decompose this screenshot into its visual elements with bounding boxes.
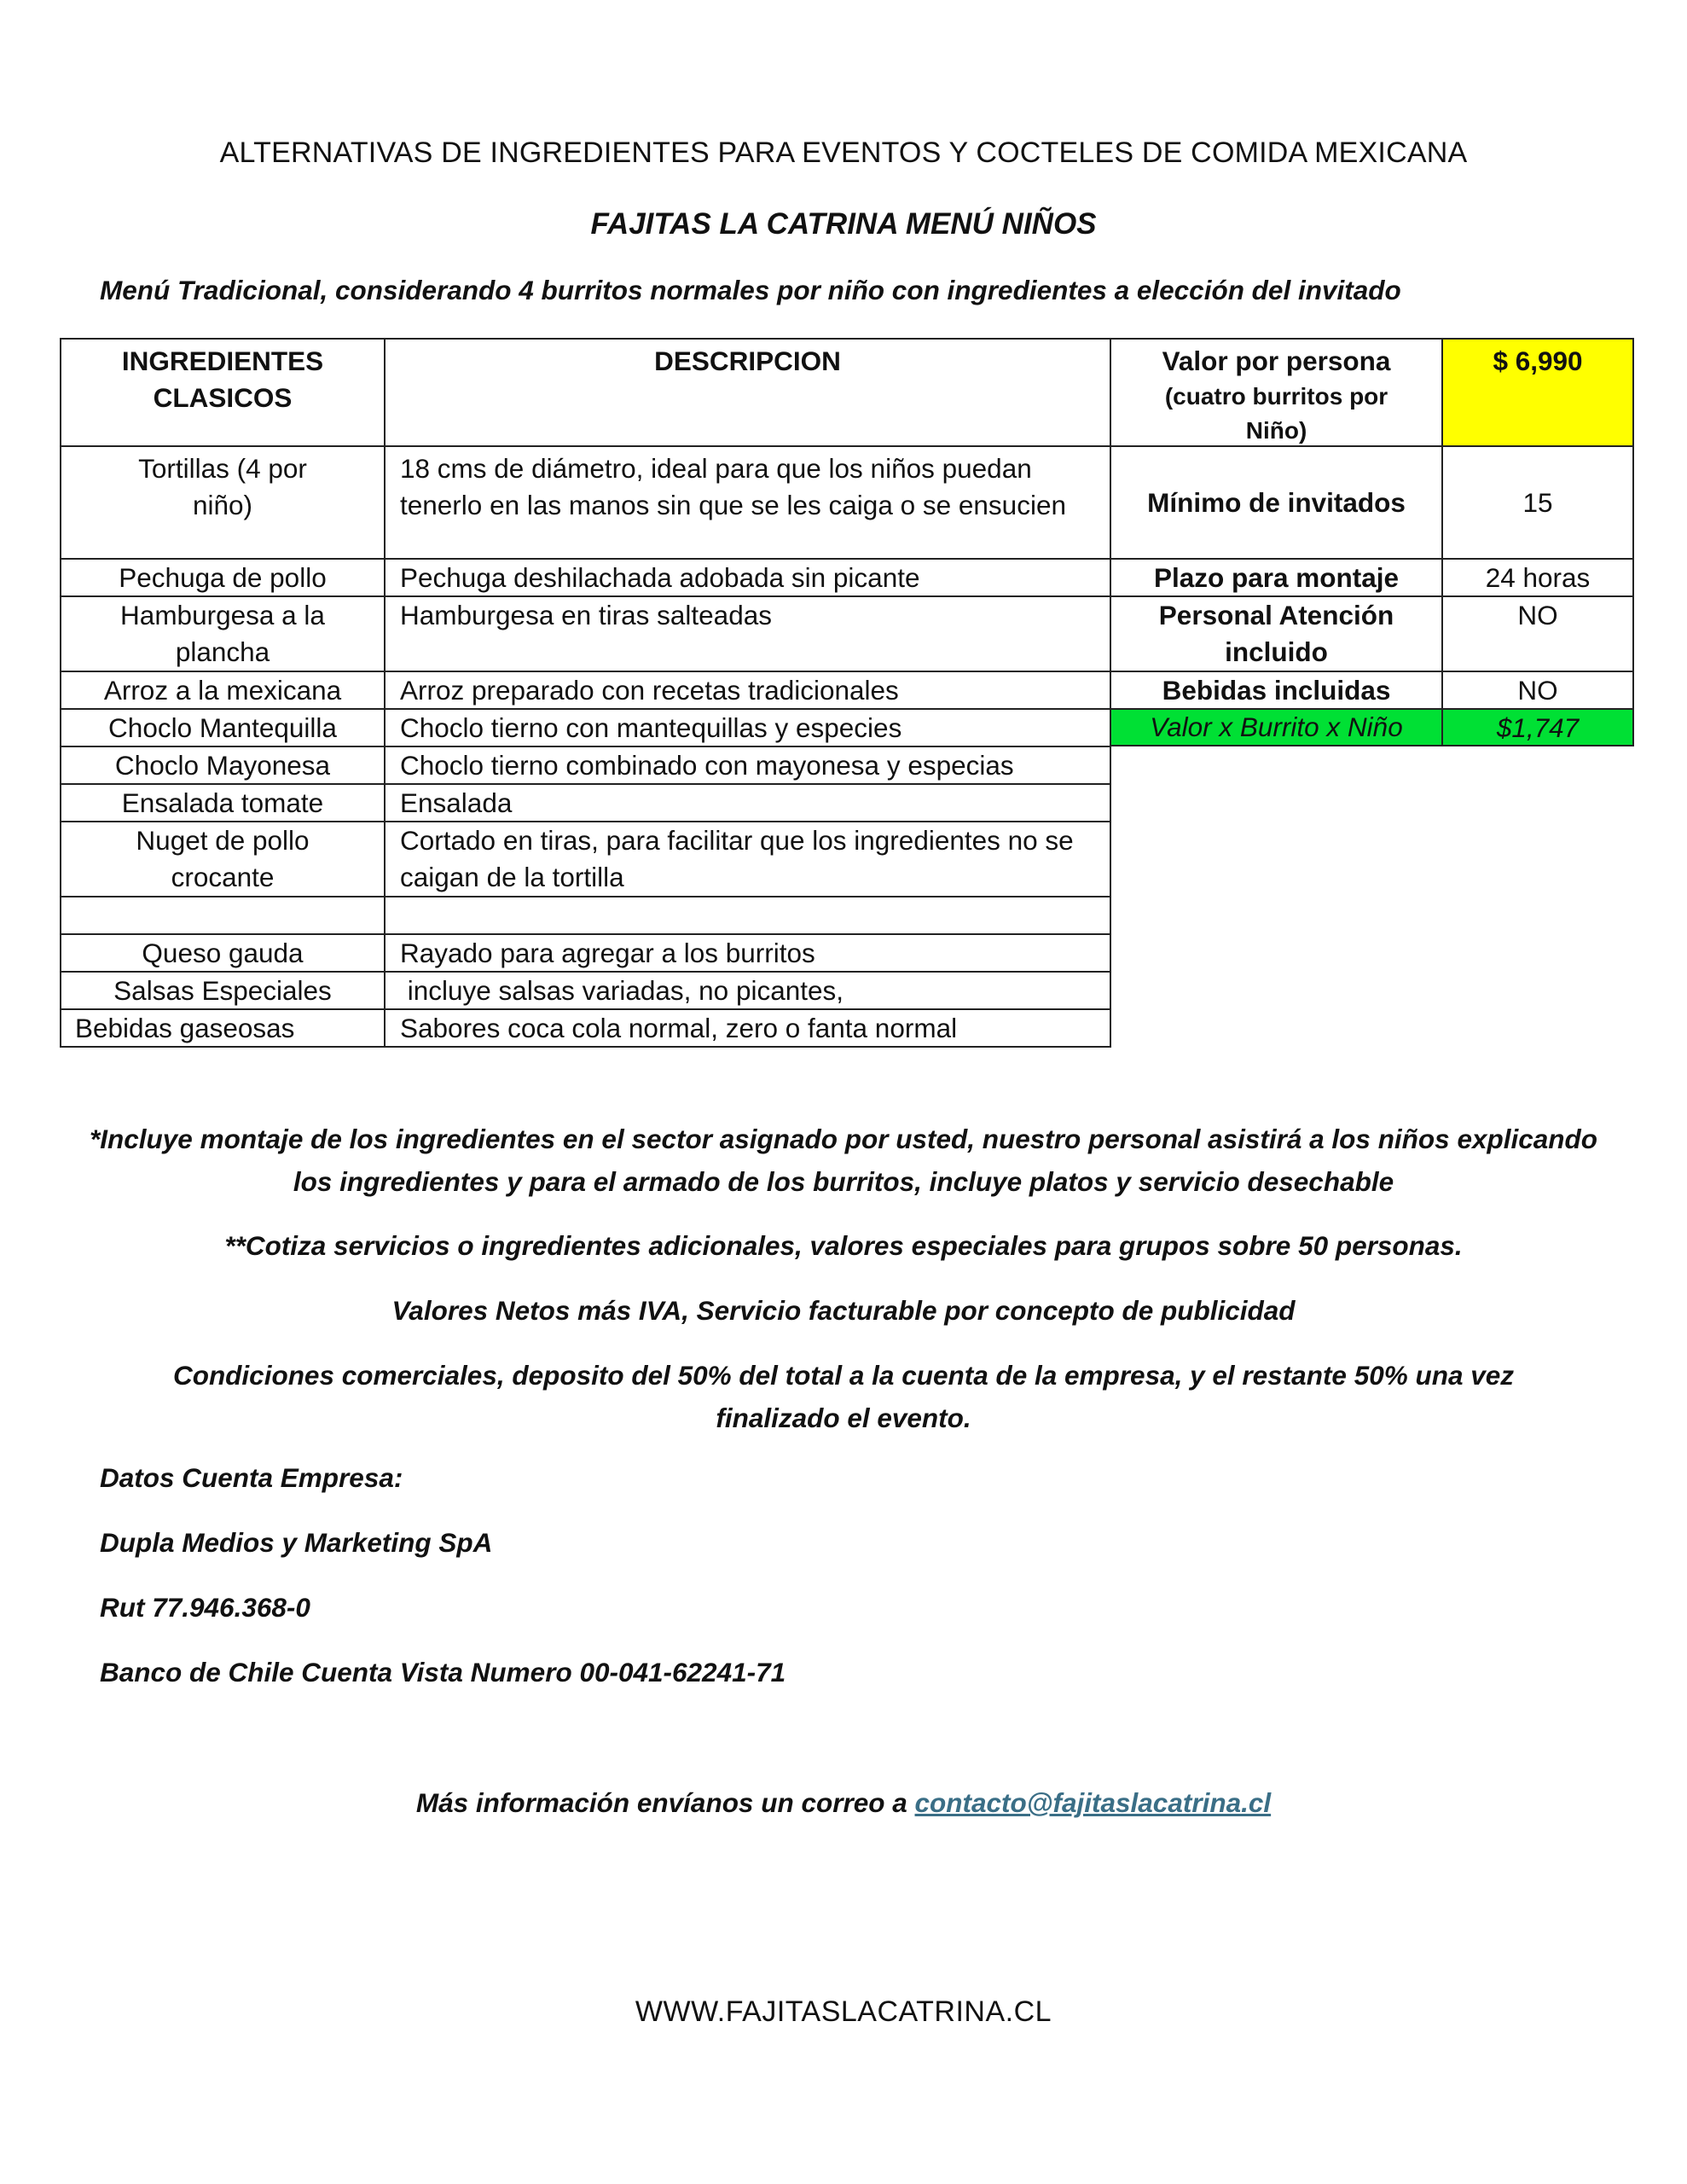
- ingredients-table: [60, 338, 1634, 1053]
- menu-subtitle: Menú Tradicional, considerando 4 burritos normales por niño con ingredientes a elección del invitado: [100, 275, 1401, 305]
- per-burrito-label: Valor x Burrito x Niño: [1110, 708, 1441, 746]
- account-heading: Datos Cuenta Empresa:: [100, 1462, 403, 1493]
- description-cell: Choclo tierno combinado con mayonesa y especias: [384, 746, 1111, 783]
- empty-cell: [60, 896, 384, 933]
- ingredient-cell: Salsas Especiales: [60, 971, 384, 1008]
- description-cell: Choclo tierno con mantequillas y especies: [384, 708, 1110, 746]
- price-label: Valor por persona: [1162, 346, 1391, 376]
- ingredient-cell: Hamburgesa a la plancha: [60, 595, 384, 671]
- header-ingredients: INGREDIENTES CLASICOS: [60, 338, 384, 445]
- account-rut: Rut 77.946.368-0: [100, 1592, 310, 1623]
- note-montaje: *Incluye montaje de los ingredientes en el sector asignado por usted, nuestro personal asistirá a los niños explicando los ingredientes y para el armado de los burritos, incluye platos y servicio desechable: [90, 1124, 1597, 1197]
- note-valores: Valores Netos más IVA, Servicio facturable por concepto de publicidad: [391, 1295, 1296, 1326]
- ingredient-cell: Choclo Mantequilla: [60, 708, 384, 746]
- description-cell: 18 cms de diámetro, ideal para que los niños puedan tenerlo en las manos sin que se les caiga o se ensucien: [384, 445, 1110, 558]
- contact-line: [85, 1781, 1602, 1824]
- price-sublabel: (cuatro burritos por Niño): [1164, 383, 1388, 444]
- drinks-label: Bebidas incluidas: [1110, 671, 1441, 708]
- description-cell: Cortado en tiras, para facilitar que los ingredientes no se caigan de la tortilla: [384, 821, 1111, 896]
- price-value: $ 6,990: [1441, 338, 1634, 445]
- description-cell: Arroz preparado con recetas tradicionales: [384, 671, 1110, 708]
- note-cotiza: **Cotiza servicios o ingredientes adicionales, valores especiales para grupos sobre 50 personas.: [224, 1230, 1463, 1261]
- header-description: DESCRIPCION: [384, 338, 1110, 445]
- min-guests-label: Mínimo de invitados: [1110, 445, 1441, 558]
- ingredient-cell: Pechuga de pollo: [60, 558, 384, 595]
- account-company: Dupla Medios y Marketing SpA: [100, 1527, 493, 1558]
- staff-label: Personal Atención incluido: [1110, 595, 1441, 671]
- document-title: ALTERNATIVAS DE INGREDIENTES PARA EVENTOS Y COCTELES DE COMIDA MEXICANA: [219, 136, 1468, 169]
- description-cell: incluye salsas variadas, no picantes,: [384, 971, 1111, 1008]
- contact-text: Más información envíanos un correo a: [415, 1787, 915, 1818]
- ingredient-cell: Queso gauda: [60, 933, 384, 971]
- per-burrito-value: $1,747: [1441, 708, 1634, 746]
- contact-email-link[interactable]: contacto@fajitaslacatrina.cl: [914, 1787, 1272, 1818]
- ingredient-cell: Choclo Mayonesa: [60, 746, 384, 783]
- note-condiciones: Condiciones comerciales, deposito del 50% del total a la cuenta de la empresa, y el restante 50% una vez finalizado el evento.: [172, 1360, 1515, 1433]
- drinks-value: NO: [1441, 671, 1634, 708]
- description-cell: Ensalada: [384, 783, 1111, 821]
- price-label-cell: [1110, 338, 1441, 445]
- ingredient-cell: Bebidas gaseosas: [60, 1008, 384, 1048]
- staff-value: NO: [1441, 595, 1634, 671]
- ingredient-cell: Tortillas (4 por niño): [60, 445, 384, 558]
- menu-title: FAJITAS LA CATRINA MENÚ NIÑOS: [590, 207, 1097, 241]
- setup-label: Plazo para montaje: [1110, 558, 1441, 595]
- description-cell: Pechuga deshilachada adobada sin picante: [384, 558, 1110, 595]
- ingredient-cell: Nuget de pollo crocante: [60, 821, 384, 896]
- min-guests-value: 15: [1441, 445, 1634, 558]
- description-cell: Hamburgesa en tiras salteadas: [384, 595, 1110, 671]
- description-cell: Rayado para agregar a los burritos: [384, 933, 1111, 971]
- ingredient-cell: Ensalada tomate: [60, 783, 384, 821]
- footer-website[interactable]: WWW.FAJITASLACATRINA.CL: [635, 1995, 1052, 2028]
- setup-value: 24 horas: [1441, 558, 1634, 595]
- ingredient-cell: Arroz a la mexicana: [60, 671, 384, 708]
- empty-cell: [384, 896, 1111, 933]
- description-cell: Sabores coca cola normal, zero o fanta normal: [384, 1008, 1111, 1048]
- account-bank: Banco de Chile Cuenta Vista Numero 00-041-62241-71: [100, 1657, 786, 1687]
